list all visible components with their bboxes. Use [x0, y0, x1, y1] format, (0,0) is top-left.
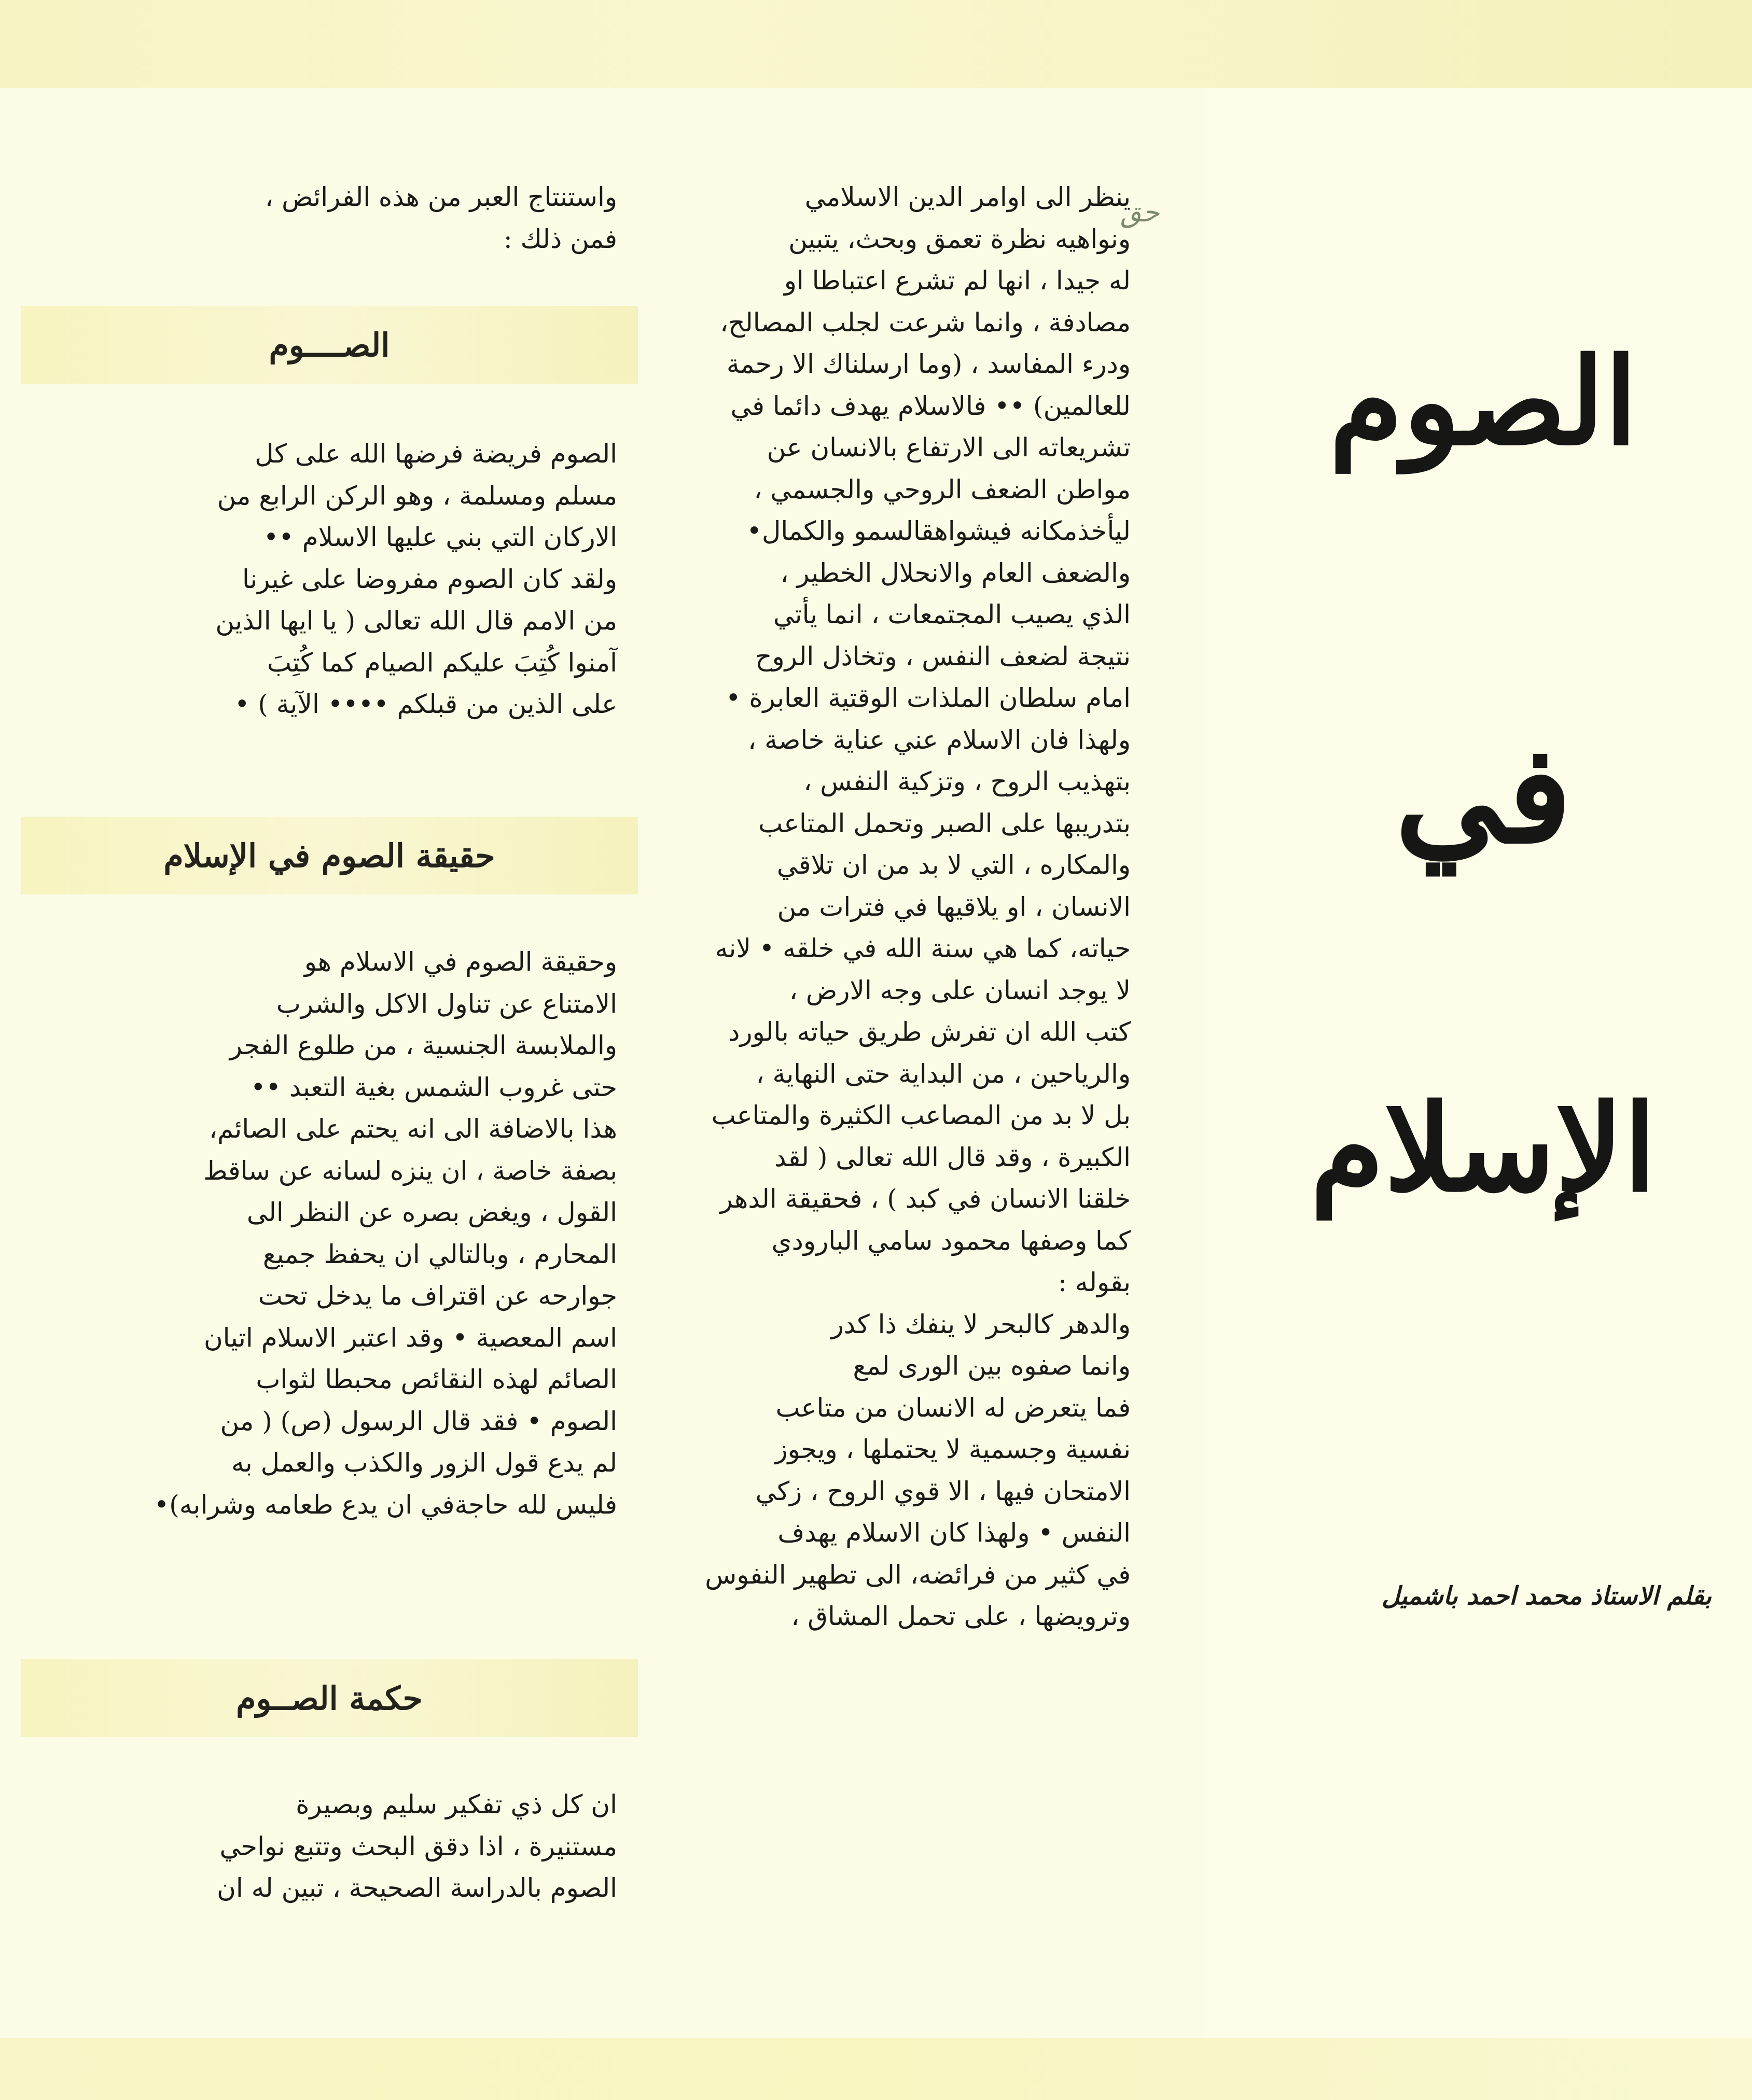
section-fasting-body [132, 433, 617, 725]
text-line: كتب الله ان تفرش طريق حياته بالورد [728, 1017, 1131, 1047]
text-line: بتدريبها على الصبر وتحمل المتاعب [758, 808, 1131, 838]
text-line: اسم المعصية • وقد اعتبر الاسلام اتيان [203, 1322, 617, 1353]
text-line: ونواهيه نظرة تعمق وبحث، يتبين [788, 223, 1131, 254]
text-line: جوارحه عن اقتراف ما يدخل تحت [258, 1281, 617, 1311]
text-line: في كثير من فرائضه، الى تطهير النفوس [705, 1559, 1131, 1590]
text-line: الكبيرة ، وقد قال الله تعالى ( لقد [774, 1142, 1131, 1172]
text-line: واستنتاج العبر من هذه الفرائض ، [265, 182, 617, 212]
text-line: والملابسة الجنسية ، من طلوع الفجر [229, 1030, 617, 1060]
text-line: فمن ذلك : [503, 223, 617, 254]
section-wisdom-body [132, 1784, 617, 1909]
text-line: النفس • ولهذا كان الاسلام يهدف [777, 1518, 1131, 1548]
intro-paragraph [132, 176, 617, 260]
text-line: بتهذيب الروح ، وتزكية النفس ، [803, 766, 1131, 796]
text-line: للعالمين) •• فالاسلام يهدف دائما في [730, 390, 1131, 421]
text-line: امام سلطان الملذات الوقتية العابرة • [725, 683, 1131, 713]
text-line: حياته، كما هي سنة الله في خلقه • لانه [715, 933, 1131, 963]
text-line: ولقد كان الصوم مفروضا على غيرنا [242, 564, 617, 594]
text-line: الصوم • فقد قال الرسول (ص) ( من [220, 1406, 617, 1436]
text-line: خلقنا الانسان في كبد ) ، فحقيقة الدهر [720, 1184, 1131, 1214]
text-line: بقوله : [1058, 1267, 1131, 1297]
section-heading-truth: حقيقة الصوم في الإسلام [21, 817, 638, 894]
top-decorative-band [0, 0, 1752, 88]
text-line: مستنيرة ، اذا دقق البحث وتتبع نواحي [219, 1831, 617, 1861]
text-line: الصائم لهذه النقائص محبطا لثواب [256, 1364, 617, 1394]
title-line-1: الصوم [1329, 332, 1638, 472]
text-line: الصوم بالدراسة الصحيحة ، تبين له ان [217, 1873, 617, 1903]
text-line: مصادفة ، وانما شرعت لجلب المصالح، [720, 307, 1131, 338]
section-heading-fasting: الصــــوم [21, 306, 638, 384]
text-line: من الامم قال الله تعالى ( يا ايها الذين [215, 606, 617, 636]
text-line: حتى غروب الشمس بغية التعبد •• [250, 1072, 617, 1102]
text-line: والدهر كالبحر لا ينفك ذا كدر [831, 1309, 1131, 1339]
text-line: له جيدا ، انها لم تشرع اعتباطا او [784, 265, 1131, 296]
text-line: والمكاره ، التي لا بد من ان تلاقي [776, 850, 1131, 880]
text-line: كما وصفها محمود سامي البارودي [771, 1225, 1131, 1256]
text-line: الاركان التي بني عليها الاسلام •• [263, 522, 617, 552]
text-line: وانما صفوه بين الورى لمع [853, 1351, 1131, 1381]
text-line: القول ، ويغض بصره عن النظر الى [246, 1197, 617, 1227]
title-line-2: في [1395, 716, 1572, 874]
margin-annotation: حق [1120, 197, 1160, 228]
text-line: مسلم ومسلمة ، وهو الركن الرابع من [217, 480, 617, 511]
text-line: ان كل ذي تفكير سليم وبصيرة [296, 1789, 617, 1819]
bottom-decorative-band [0, 2038, 1752, 2100]
text-line: الامتناع عن تناول الاكل والشرب [276, 988, 617, 1019]
text-line: فليس لله حاجةفي ان يدع طعامه وشرابه)• [154, 1489, 617, 1520]
text-line: بل لا بد من المصاعب الكثيرة والمتاعب [711, 1100, 1131, 1130]
title-line-3: الإسلام [1310, 1079, 1657, 1219]
text-line: الصوم فريضة فرضها الله على كل [255, 439, 617, 469]
text-line: هذا بالاضافة الى انه يحتم على الصائم، [208, 1114, 617, 1144]
text-line: الذي يصيب المجتمعات ، انما يأتي [773, 599, 1131, 629]
text-line: الامتحان فيها ، الا قوي الروح ، زكي [755, 1476, 1131, 1506]
text-line: الانسان ، او يلاقيها في فترات من [777, 891, 1131, 922]
text-line: مواطن الضعف الروحي والجسمي ، [754, 474, 1131, 505]
section-truth-body [132, 941, 617, 1525]
text-line: ينظر الى اوامر الدين الاسلامي [804, 182, 1131, 212]
text-line: ولهذا فان الاسلام عني عناية خاصة ، [748, 724, 1131, 755]
article-column-left [132, 176, 617, 260]
text-line: والضعف العام والانحلال الخطير ، [780, 557, 1131, 588]
text-line: لا يوجد انسان على وجه الارض ، [789, 975, 1131, 1005]
text-line: المحارم ، وبالتالي ان يحفظ جميع [262, 1239, 617, 1269]
text-line: بصفة خاصة ، ان ينزه لسانه عن ساقط [203, 1155, 617, 1186]
text-line: وترويضها ، على تحمل المشاق ، [791, 1601, 1131, 1631]
text-line: نتيجة لضعف النفس ، وتخاذل الروح [755, 641, 1131, 671]
text-line: لم يدع قول الزور والكذب والعمل به [231, 1448, 617, 1478]
article-column-right [653, 176, 1131, 1637]
text-line: وحقيقة الصوم في الاسلام هو [304, 947, 617, 977]
text-line: نفسية وجسمية لا يحتملها ، ويجوز [775, 1434, 1131, 1464]
text-line: والرياحين ، من البداية حتى النهاية ، [756, 1058, 1131, 1089]
text-line: ليأخذمكانه فيشواهقالسمو والكمال• [746, 516, 1131, 546]
text-line: فما يتعرض له الانسان من متاعب [775, 1392, 1131, 1423]
text-line: آمنوا كُتِبَ عليكم الصيام كما كُتِبَ [267, 647, 617, 678]
text-line: تشريعاته الى الارتفاع بالانسان عن [767, 432, 1131, 463]
text-line: ودرء المفاسد ، (وما ارسلناك الا رحمة [726, 349, 1131, 379]
section-heading-wisdom: حكمة الصــوم [21, 1659, 638, 1737]
author-byline: بقلم الاستاذ محمد احمد باشميل [1381, 1581, 1712, 1611]
text-line: على الذين من قبلكم •••• الآية ) • [234, 689, 617, 719]
